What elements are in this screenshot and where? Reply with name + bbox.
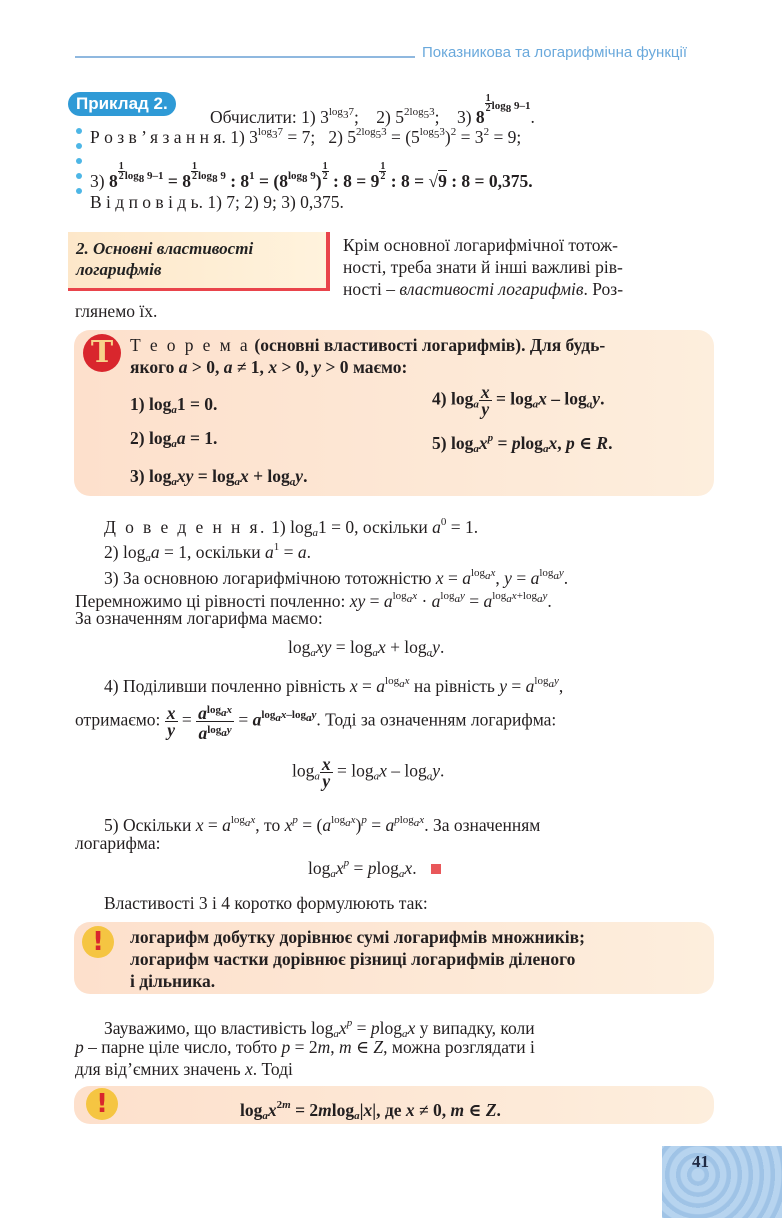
bullet — [76, 188, 82, 194]
proof-4-line-2: отримаємо: $\frac{x}{y}$ = $\frac{a^{log_ax}}{a^{log_ay}}$ = $a^{log_ax-log_ay}$. Тоді за означенням логарифма: — [75, 703, 557, 743]
section-intro-4: глянемо їх. — [75, 301, 158, 321]
proof-3-line-1: 3) За основною логарифмічною тотожністю $x = a^{log_ax}$, $y = a^{log_ay}$. — [104, 567, 569, 588]
exclamation-icon: ! — [86, 1088, 118, 1120]
proof-3-line-3: За означенням логарифма маємо: — [75, 608, 323, 628]
section-intro-2: ності, треба знати й інші важливі рів- — [343, 257, 623, 277]
theorem-icon: T — [83, 334, 121, 372]
bullet — [76, 143, 82, 149]
proof-4-formula: $\log_a$ $\frac{x}{y}$ = $\log_ax - \log_ay$. — [292, 754, 445, 791]
proof-3-line-2: Перемножимо ці рівності почленно: xy = $a^{log_ax} \cdot a^{log_ay} = a^{log_ax+log_ay}$. — [75, 590, 552, 611]
bullet — [76, 158, 82, 164]
example-badge: Приклад 2. — [68, 92, 176, 116]
solution-line-1: Р о з в ’ я з а н н я. 1) $3^{log_37} = 7$; 2) $5^{2log_53} = (5^{log_53})^2 = 3^2 = 9$; — [90, 126, 522, 147]
note-line-1: Зауважимо, що властивість $\log_ax^p = plog_ax$ у випадку, коли — [104, 1017, 535, 1040]
section-title-box — [68, 232, 330, 291]
proof-5-line-1: 5) Оскільки $x = a^{log_ax}$, то $x^p = (a^{log_ax})^p = a^{plog_ax}$. За означенням — [104, 814, 541, 835]
property-1: 1) $\log_a1 = 0$. — [130, 394, 218, 416]
answer-line: В і д п о в і д ь. 1) 7; 2) 9; 3) 0,375. — [90, 192, 344, 212]
header-title: Показникова та логарифмічна функції — [422, 44, 687, 61]
proof-2: 2) $\log_aa = 1$, оскільки $a^1 = a$. — [104, 541, 311, 564]
note-line-3: для від’ємних значень x. Тоді — [75, 1059, 293, 1079]
bullet — [76, 173, 82, 179]
exclamation-icon: ! — [82, 926, 114, 958]
property-3: 3) $\log_axy = \log_ax + \log_ay$. — [130, 466, 308, 488]
proof-4-line-1: 4) Поділивши почленно рівність $x = a^{log_ax}$ на рівність $y = a^{log_ay}$, — [104, 675, 564, 696]
formula-even: $\log_ax^{2m} = 2mlog_a|x|$, де x ≠ 0, m ∈ Z. — [240, 1099, 501, 1122]
section-intro-3: ності – властивості логарифмів. Роз- — [343, 279, 624, 299]
page-number: 41 — [692, 1152, 709, 1171]
proof-5-formula: $\log_ax^p = plog_ax$. — [308, 852, 441, 885]
proof-1: Д о в е д е н н я. 1) $\log_a1 = 0$, оскільки $a^0 = 1$. — [104, 516, 479, 539]
rule-line-3: і дільника. — [130, 971, 216, 991]
proof-3-formula: $\log_axy = \log_ax + \log_ay$. — [288, 637, 445, 659]
rule-line-1: логарифм добутку дорівнює сумі логарифмів множників; — [130, 927, 585, 947]
rule-line-2: логарифм частки дорівнює різниці логарифмів діленого — [130, 949, 576, 969]
example-task: Обчислити: 1) $3^{log_37}$; 2) $5^{2log_53}$; 3) 8 $\frac{1}{2}$ $^{log_8 9-1}$. — [210, 93, 535, 127]
solution-line-2: 3) 8 $\frac{1}{2}$ $^{log_8 9-1}$ = 8 $\frac{1}{2}$ $^{log_8 9}$ : $8^1 = (8^{log_8 9})$ $\frac{1}{2}$ : 8 = 9 $\frac{1}{2}$ : 8 = √9 : 8 = 0,375. — [90, 161, 533, 191]
page-tab — [662, 1146, 782, 1218]
note-line-2: p – парне ціле число, тобто p = 2m, m ∈ Z, можна розглядати і — [75, 1037, 535, 1057]
property-2: 2) $\log_aa = 1$. — [130, 428, 218, 450]
header-rule — [75, 56, 415, 58]
section-title: 2. Основні властивості логарифмів — [76, 239, 254, 279]
bullet — [76, 128, 82, 134]
section-intro-1: Крім основної логарифмічної тотож- — [343, 235, 618, 255]
theorem-line-1: Т е о р е м а (основні властивості логарифмів). Для будь- — [130, 335, 606, 355]
qed-square — [431, 864, 441, 874]
theorem-line-2: якого a > 0, a ≠ 1, x > 0, y > 0 маємо: — [130, 357, 408, 377]
proof-5-line-2: логарифма: — [75, 833, 161, 853]
property-4: 4) $\log_a$ $\frac{x}{y}$ = $\log_ax - \log_ay$. — [432, 382, 605, 419]
property-5: 5) $\log_ax^p = plog_ax$, p ∈ R. — [432, 432, 613, 455]
short-formulation: Властивості 3 і 4 коротко формулюють так: — [104, 893, 428, 913]
